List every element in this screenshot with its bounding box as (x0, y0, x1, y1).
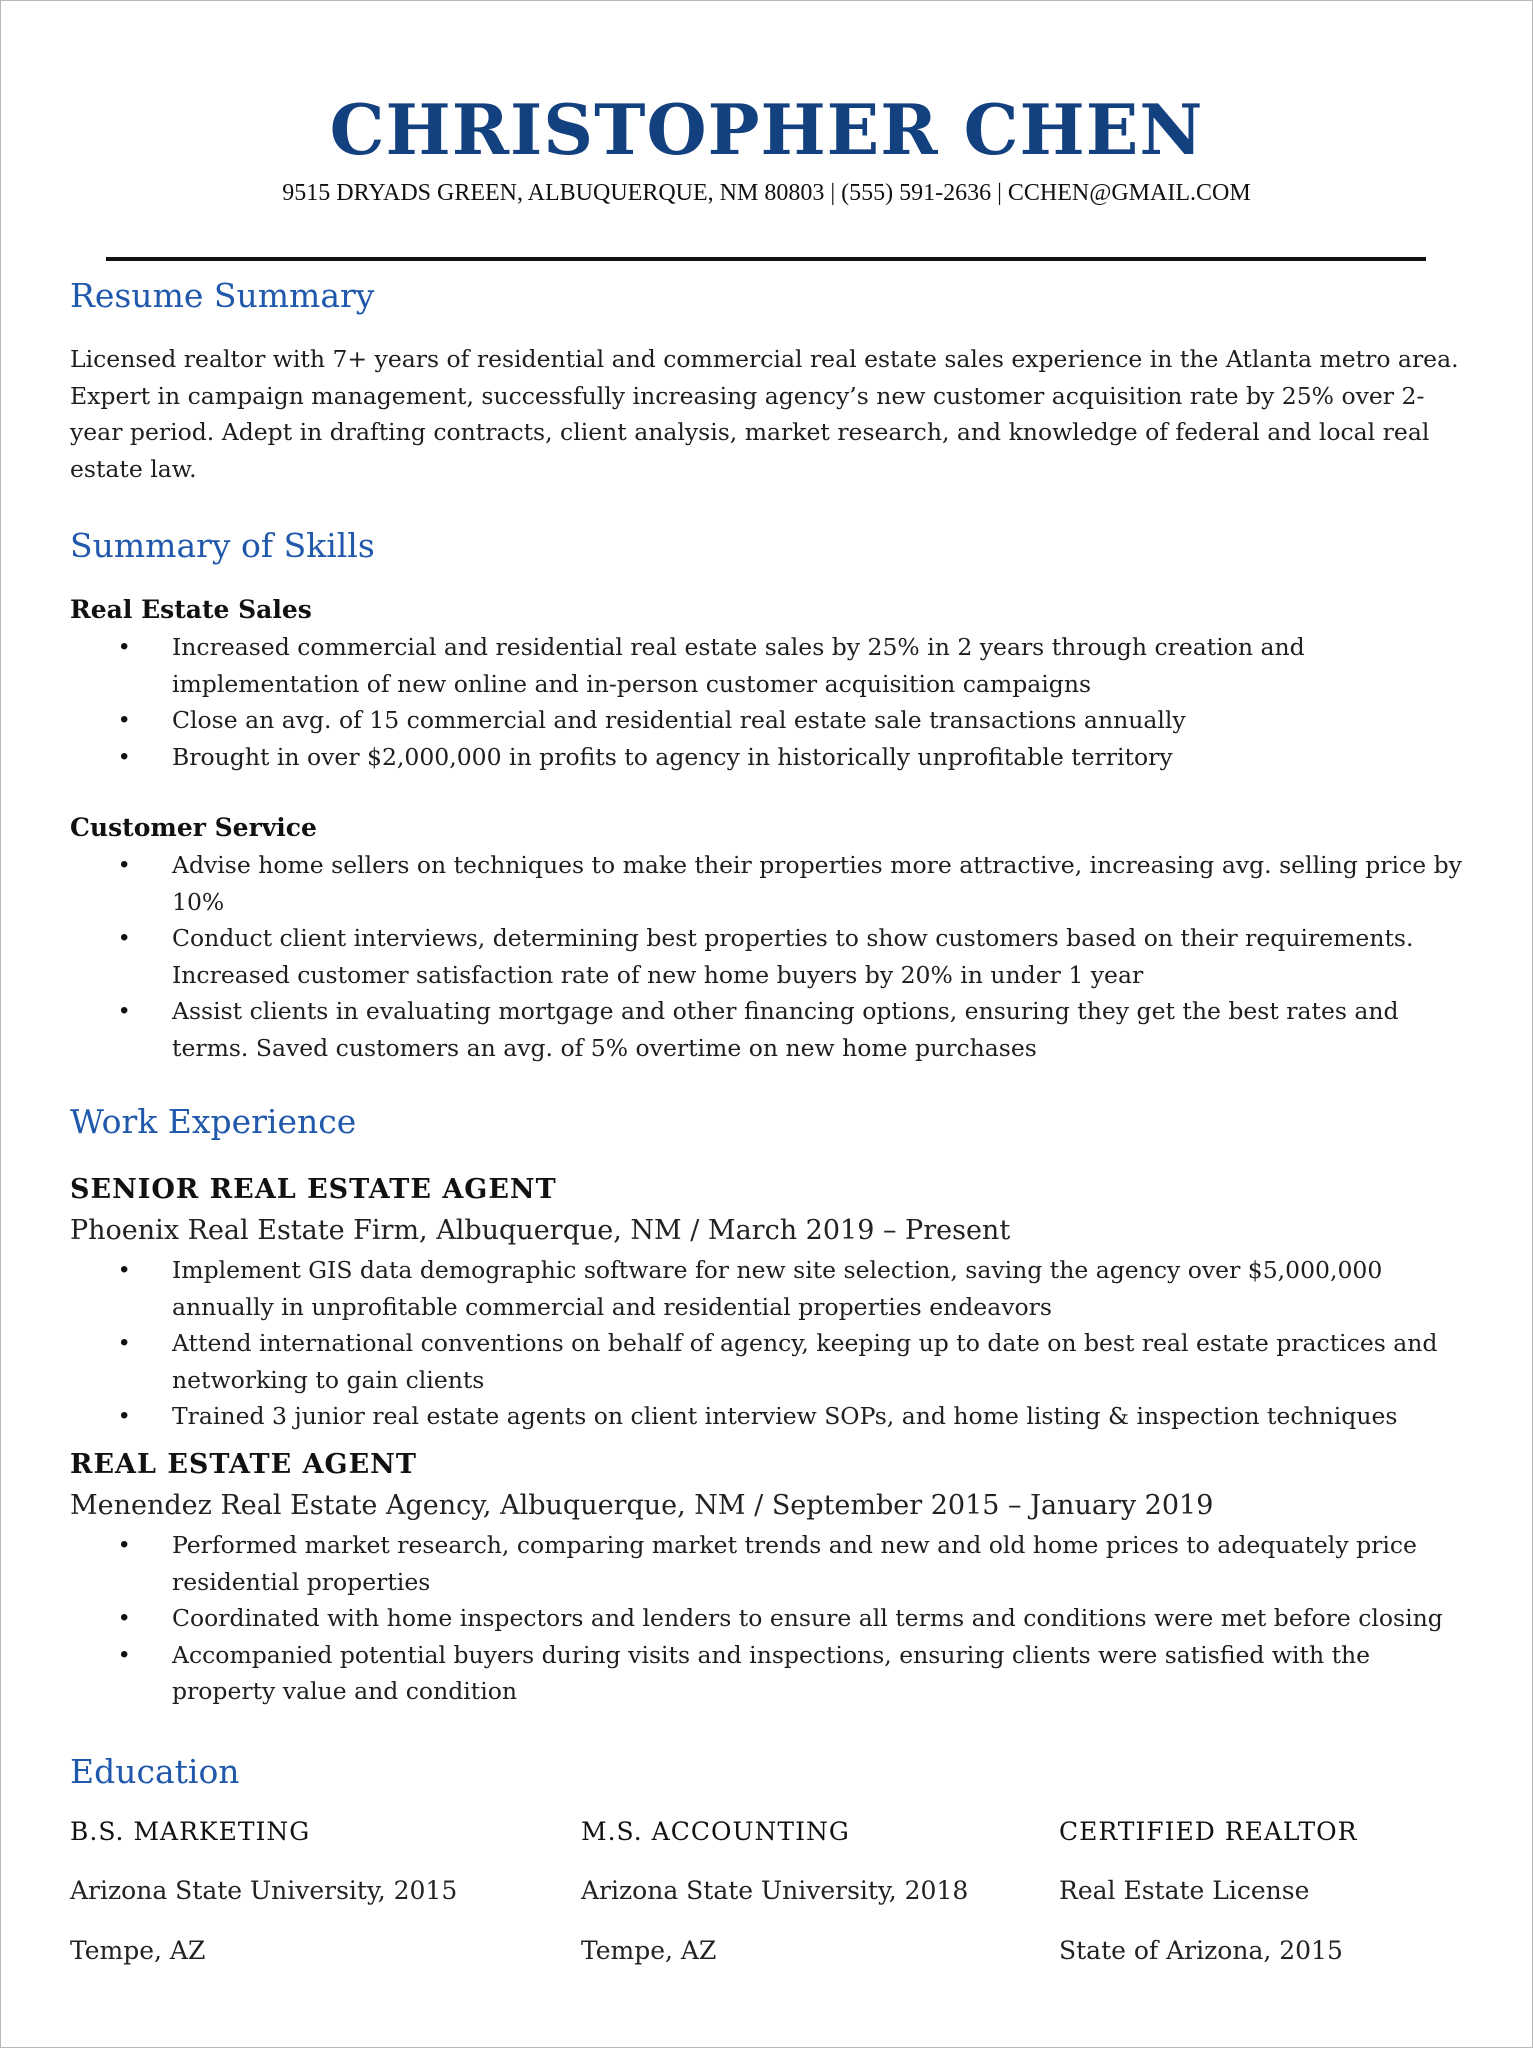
list-item (1, 1325, 1437, 1398)
bullet-icon: • (120, 742, 129, 770)
item-line: Conduct client interviews, determining best properties to show customers based on their requirements. (172, 924, 1414, 952)
skill-list-sales (1, 629, 1305, 775)
summary-paragraph (70, 341, 1470, 487)
bullet-icon: • (120, 1604, 129, 1631)
school-name: Arizona State University, 2018 (581, 1876, 969, 1905)
item-line: Advise home sellers on techniques to make their properties more attractive, increasing avg. selling price by (172, 851, 1462, 879)
job-title: REAL ESTATE AGENT (70, 1449, 417, 1480)
degree-name: M.S. ACCOUNTING (581, 1817, 850, 1846)
education-entry (1059, 1815, 1357, 1968)
skill-list-service (1, 847, 1462, 1066)
item-line: Close an avg. of 15 commercial and residential real estate sale transactions annually (172, 706, 1186, 734)
school-name: Arizona State University, 2015 (70, 1876, 458, 1905)
item-line: Performed market research, comparing market trends and new and old home prices to adequately price (172, 1531, 1417, 1559)
bullet-icon: • (120, 633, 129, 660)
candidate-name: CHRISTOPHER CHEN (329, 90, 1204, 171)
summary-heading: Resume Summary (70, 276, 375, 315)
summary-line: Licensed realtor with 7+ years of residential and commercial real estate sales experience in the Atlanta metro area. (70, 345, 1459, 373)
job-duties (1, 1252, 1437, 1435)
item-line: networking to gain clients (172, 1365, 485, 1394)
item-line: Increased commercial and residential real estate sales by 25% in 2 years through creation and (172, 633, 1305, 661)
bullet-icon: • (120, 1531, 129, 1558)
bullet-icon: • (120, 851, 129, 878)
list-item (1, 629, 1305, 702)
skill-group-heading: Real Estate Sales (70, 595, 312, 624)
bullet-icon: • (120, 1402, 129, 1429)
item-line: Coordinated with home inspectors and lenders to ensure all terms and conditions were met before closing (172, 1604, 1443, 1632)
bullet-icon: • (120, 1640, 129, 1668)
summary-line: year period. Adept in drafting contracts, client analysis, market research, and knowledge of federal and local real (70, 418, 1430, 446)
list-item (1, 993, 1462, 1066)
list-item (1, 1600, 1443, 1637)
education-entry (70, 1815, 457, 1968)
header-divider (106, 257, 1426, 261)
summary-line: estate law. (70, 454, 197, 483)
list-item (1, 1637, 1443, 1710)
item-line: Increased customer satisfaction rate of new home buyers by 20% in under 1 year (172, 960, 1144, 989)
experience-heading: Work Experience (70, 1102, 357, 1141)
job-duties (1, 1527, 1443, 1710)
bullet-icon: • (120, 997, 129, 1024)
item-line: Brought in over $2,000,000 in profits to agency in historically unprofitable territory (172, 742, 1173, 771)
degree-name: CERTIFIED REALTOR (1059, 1817, 1358, 1846)
education-entry (581, 1815, 968, 1968)
item-line: terms. Saved customers an avg. of 5% overtime on new home purchases (172, 1033, 1037, 1062)
list-item (1, 1398, 1437, 1435)
bullet-icon: • (120, 1256, 129, 1283)
bullet-icon: • (120, 706, 129, 733)
item-line: Attend international conventions on behalf of agency, keeping up to date on best real estate practices and (172, 1329, 1438, 1357)
list-item (1, 920, 1462, 993)
list-item (1, 847, 1462, 920)
item-line: Trained 3 junior real estate agents on client interview SOPs, and home listing & inspection techniques (172, 1402, 1398, 1430)
job-meta: Phoenix Real Estate Firm, Albuquerque, NM / March 2019 – Present (70, 1215, 1011, 1246)
job-meta: Menendez Real Estate Agency, Albuquerque, NM / September 2015 – January 2019 (70, 1490, 1214, 1521)
school-location: Tempe, AZ (581, 1936, 717, 1965)
school-name: Real Estate License (1059, 1876, 1310, 1905)
contact-line: 9515 DRYADS GREEN, ALBUQUERQUE, NM 80803 | (555) 591-2636 | CCHEN@GMAIL.COM (282, 180, 1251, 206)
job-title: SENIOR REAL ESTATE AGENT (70, 1174, 557, 1205)
skill-group-heading: Customer Service (70, 813, 317, 842)
item-line: Implement GIS data demographic software for new site selection, saving the agency over $5,000,000 (172, 1256, 1383, 1284)
item-line: 10% (172, 887, 225, 916)
item-line: annually in unprofitable commercial and residential properties endeavors (172, 1292, 1052, 1321)
list-item (1, 1527, 1443, 1600)
list-item (1, 1252, 1437, 1325)
item-line: Accompanied potential buyers during visits and inspections, ensuring clients were satisfied with the (172, 1640, 1371, 1669)
item-line: residential properties (172, 1567, 431, 1596)
education-heading: Education (70, 1752, 240, 1791)
bullet-icon: • (120, 924, 129, 951)
item-line: property value and condition (172, 1677, 518, 1705)
summary-line: Expert in campaign management, successfully increasing agency’s new customer acquisition rate by 25% over 2- (70, 381, 1425, 410)
list-item (1, 739, 1305, 776)
school-location: Tempe, AZ (70, 1936, 206, 1965)
item-line: Assist clients in evaluating mortgage and other financing options, ensuring they get the best rates and (172, 997, 1399, 1025)
item-line: implementation of new online and in-person customer acquisition campaigns (172, 669, 1092, 698)
list-item (1, 702, 1305, 739)
skills-heading: Summary of Skills (70, 526, 375, 565)
bullet-icon: • (120, 1329, 129, 1356)
degree-name: B.S. MARKETING (70, 1817, 311, 1846)
school-location: State of Arizona, 2015 (1059, 1936, 1343, 1965)
